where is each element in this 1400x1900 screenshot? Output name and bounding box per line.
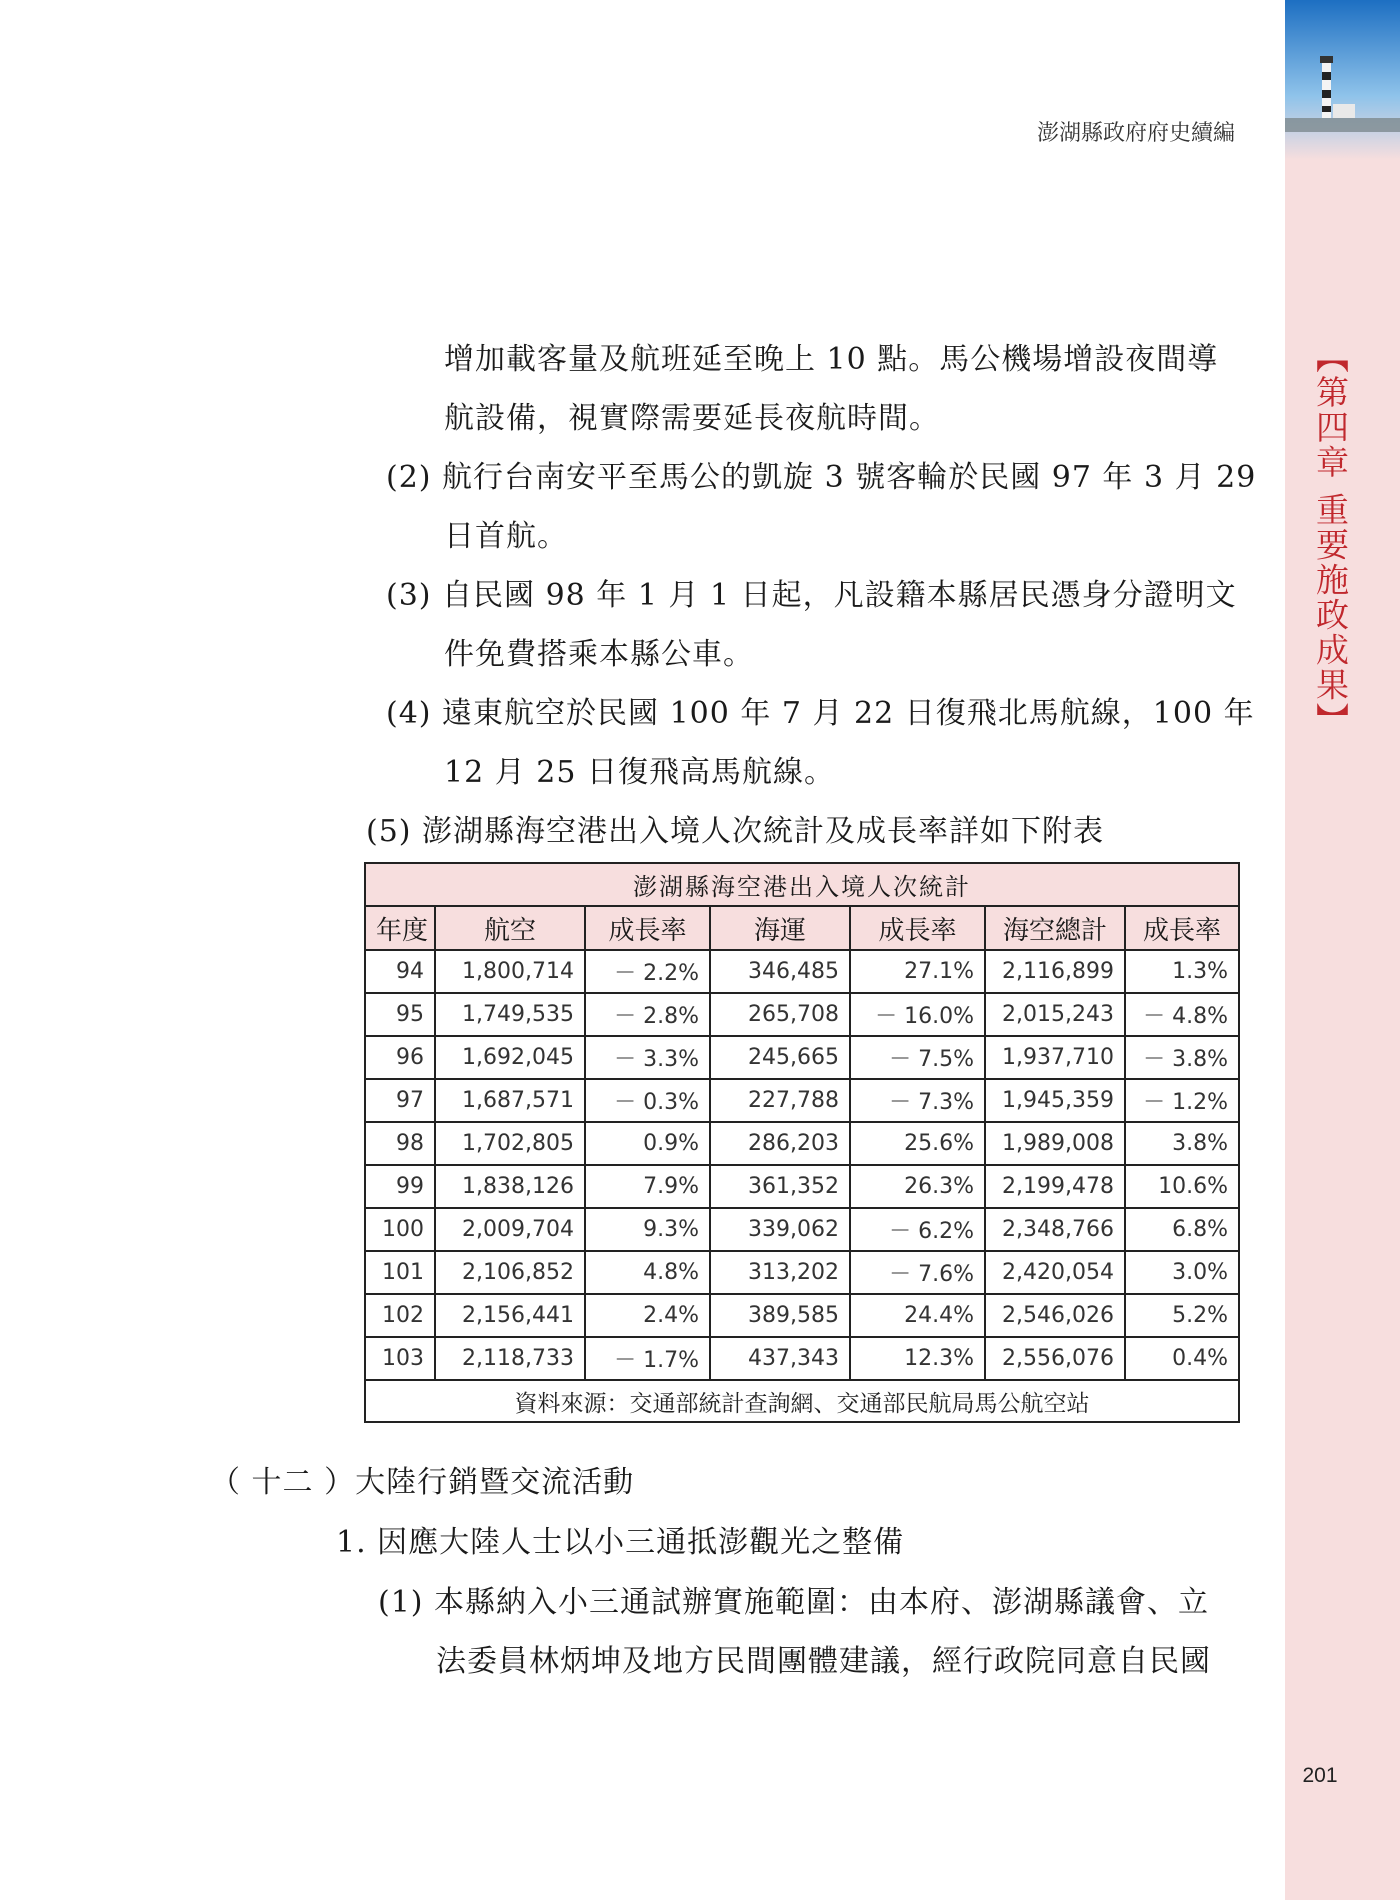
table-cell: 25.6% [850, 1122, 985, 1165]
table-source-row [365, 1380, 1239, 1422]
column-header: 成長率 [850, 906, 985, 950]
table-cell: 1,800,714 [435, 950, 585, 993]
table-cell: 1,749,535 [435, 993, 585, 1036]
table-cell: 12.3% [850, 1337, 985, 1380]
table-row [365, 993, 1239, 1036]
table-cell: 1,702,805 [435, 1122, 585, 1165]
table-cell: 7.9% [585, 1165, 710, 1208]
section-item-1: 1. 因應大陸人士以小三通抵澎觀光之整備 [336, 1525, 905, 1560]
table-row [365, 1294, 1239, 1337]
table-cell: 346,485 [710, 950, 850, 993]
table-row [365, 1165, 1239, 1208]
table-cell: 24.4% [850, 1294, 985, 1337]
table-cell: 361,352 [710, 1165, 850, 1208]
table-row [365, 1251, 1239, 1294]
chapter-tab [1308, 340, 1352, 745]
table-cell: － 0.3% [585, 1079, 710, 1122]
table-row [365, 950, 1239, 993]
table-row [365, 1079, 1239, 1122]
table-cell: 98 [365, 1122, 435, 1165]
table-cell: 1,945,359 [985, 1079, 1125, 1122]
table-cell: 2.4% [585, 1294, 710, 1337]
table-cell: 97 [365, 1079, 435, 1122]
table-cell: 2,118,733 [435, 1337, 585, 1380]
table-cell: 94 [365, 950, 435, 993]
table-cell: － 1.7% [585, 1337, 710, 1380]
table-cell: － 3.3% [585, 1036, 710, 1079]
table-cell: 9.3% [585, 1208, 710, 1251]
table-cell: 2,156,441 [435, 1294, 585, 1337]
column-header: 航空 [435, 906, 585, 950]
table-cell: － 4.8% [1125, 993, 1239, 1036]
lighthouse-photo [1285, 0, 1400, 160]
paragraph-line: 12 月 25 日復飛高馬航線。 [444, 755, 835, 790]
paragraph-line: 日首航。 [444, 519, 568, 554]
table-cell: 1,989,008 [985, 1122, 1125, 1165]
table-cell: 96 [365, 1036, 435, 1079]
table-row [365, 1122, 1239, 1165]
section-subitem-1-cont: 法委員林炳坤及地方民間團體建議，經行政院同意自民國 [436, 1644, 1211, 1679]
table-cell: 103 [365, 1337, 435, 1380]
table-cell: 339,062 [710, 1208, 850, 1251]
table-cell: 245,665 [710, 1036, 850, 1079]
table-cell: 286,203 [710, 1122, 850, 1165]
table-cell: 95 [365, 993, 435, 1036]
list-item-3: (3) 自民國 98 年 1 月 1 日起，凡設籍本縣居民憑身分證明文 [386, 578, 1237, 613]
table-cell: 2,199,478 [985, 1165, 1125, 1208]
table-cell: 1,687,571 [435, 1079, 585, 1122]
table-header-row [365, 906, 1239, 950]
table-cell: 2,106,852 [435, 1251, 585, 1294]
list-item-5: (5) 澎湖縣海空港出入境人次統計及成長率詳如下附表 [366, 814, 1105, 849]
table-cell: － 16.0% [850, 993, 985, 1036]
column-header: 年度 [365, 906, 435, 950]
table-cell: 437,343 [710, 1337, 850, 1380]
side-band [1285, 0, 1400, 1900]
table-cell: 10.6% [1125, 1165, 1239, 1208]
chapter-tab-text: 【第四章 重要施政成果】 [1311, 340, 1350, 738]
column-header: 海空總計 [985, 906, 1125, 950]
table-cell: 1,838,126 [435, 1165, 585, 1208]
table-cell: 6.8% [1125, 1208, 1239, 1251]
table-cell: 3.0% [1125, 1251, 1239, 1294]
table-cell: － 2.2% [585, 950, 710, 993]
table-cell: 102 [365, 1294, 435, 1337]
table-cell: 389,585 [710, 1294, 850, 1337]
table-cell: 0.4% [1125, 1337, 1239, 1380]
list-item-4: (4) 遠東航空於民國 100 年 7 月 22 日復飛北馬航線，100 年 [386, 696, 1255, 731]
table-row [365, 1208, 1239, 1251]
table-cell: － 2.8% [585, 993, 710, 1036]
column-header: 成長率 [1125, 906, 1239, 950]
table-cell: 3.8% [1125, 1122, 1239, 1165]
statistics-table [364, 862, 1240, 1423]
table-cell: － 1.2% [1125, 1079, 1239, 1122]
page-number: 201 [1302, 1764, 1338, 1787]
column-header: 海運 [710, 906, 850, 950]
table-cell: 227,788 [710, 1079, 850, 1122]
table-cell: 1.3% [1125, 950, 1239, 993]
table-cell: 27.1% [850, 950, 985, 993]
table-row [365, 1337, 1239, 1380]
table-cell: 5.2% [1125, 1294, 1239, 1337]
list-item-2: (2) 航行台南安平至馬公的凱旋 3 號客輪於民國 97 年 3 月 29 [386, 460, 1257, 495]
table-source: 資料來源：交通部統計查詢網、交通部民航局馬公航空站 [365, 1380, 1239, 1422]
table-cell: － 3.8% [1125, 1036, 1239, 1079]
table-cell: 2,556,076 [985, 1337, 1125, 1380]
section-heading: （ 十二 ）大陸行銷暨交流活動 [210, 1465, 635, 1500]
table-cell: 265,708 [710, 993, 850, 1036]
table-cell: 2,420,054 [985, 1251, 1125, 1294]
column-header: 成長率 [585, 906, 710, 950]
book-title: 澎湖縣政府府史續編 [1036, 121, 1235, 146]
table-cell: － 7.3% [850, 1079, 985, 1122]
paragraph-line: 航設備，視實際需要延長夜航時間。 [444, 401, 940, 436]
table-cell: 2,116,899 [985, 950, 1125, 993]
paragraph-line: 件免費搭乘本縣公車。 [444, 637, 754, 672]
paragraph-line: 增加載客量及航班延至晚上 10 點。馬公機場增設夜間導 [444, 342, 1219, 377]
table-cell: 4.8% [585, 1251, 710, 1294]
table-cell: － 7.5% [850, 1036, 985, 1079]
table-cell: 2,015,243 [985, 993, 1125, 1036]
table-caption: 澎湖縣海空港出入境人次統計 [365, 863, 1239, 906]
table-cell: 1,692,045 [435, 1036, 585, 1079]
table-cell: 26.3% [850, 1165, 985, 1208]
table-cell: 100 [365, 1208, 435, 1251]
table-cell: 0.9% [585, 1122, 710, 1165]
table-row [365, 1036, 1239, 1079]
table-cell: 2,009,704 [435, 1208, 585, 1251]
table-cell: － 7.6% [850, 1251, 985, 1294]
table-cell: 2,546,026 [985, 1294, 1125, 1337]
section-subitem-1: (1) 本縣納入小三通試辦實施範圍：由本府、澎湖縣議會、立 [378, 1585, 1210, 1620]
table-cell: － 6.2% [850, 1208, 985, 1251]
table-cell: 99 [365, 1165, 435, 1208]
table-cell: 1,937,710 [985, 1036, 1125, 1079]
table-cell: 313,202 [710, 1251, 850, 1294]
table-cell: 101 [365, 1251, 435, 1294]
table-cell: 2,348,766 [985, 1208, 1125, 1251]
